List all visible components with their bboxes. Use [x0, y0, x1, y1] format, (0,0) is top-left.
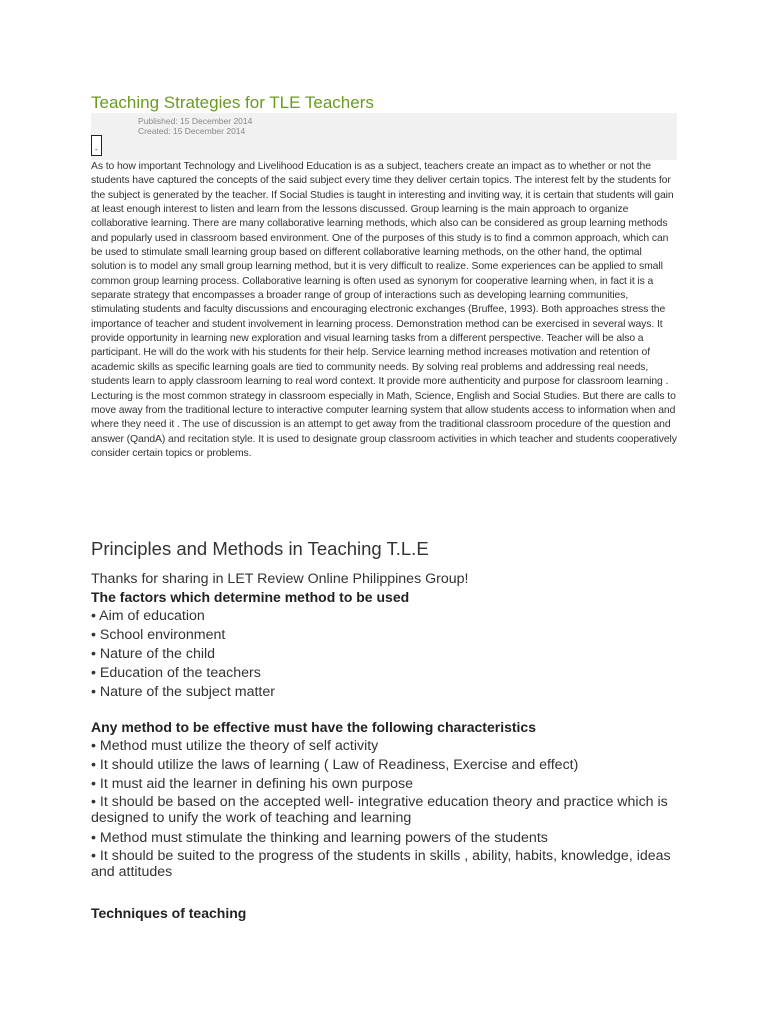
list-item: • Education of the teachers: [91, 665, 261, 682]
factors-heading: The factors which determine method to be used: [91, 589, 410, 605]
list-item: • Method must stimulate the thinking and learning powers of the students: [91, 829, 548, 846]
list-item: • Aim of education: [91, 608, 205, 624]
techniques-heading: Techniques of teaching: [91, 905, 247, 921]
list-item: • It should be suited to the progress of the students in skills , ability, habits, knowledge, ideas and attitudes: [91, 847, 671, 880]
factors-list: [91, 607, 681, 702]
list-item: • It must aid the learner in defining his own purpose: [91, 775, 414, 792]
section-intro: Thanks for sharing in LET Review Online Philippines Group!: [91, 571, 469, 587]
section-heading: Principles and Methods in Teaching T.L.E: [91, 538, 429, 559]
list-item: • Nature of the child: [91, 646, 216, 663]
print-icon[interactable]: [91, 135, 102, 156]
list-item: • It should utilize the laws of learning ( Law of Readiness, Exercise and effect): [91, 756, 579, 773]
article-title: Teaching Strategies for TLE Teachers: [91, 93, 374, 112]
article-body: As to how important Technology and Livelihood Education is as a subject, teachers create an impact as to whether or not the students have captured the concepts of the said subject every time they deliver certain topics. The interest felt by the students for the subject is generated by the teacher. If Social Studies is taught in interesting and inviting way, it is certain that students will gain at least enough interest to listen and learn from the lessons discussed. Group learning is the main approach to organize collaborative learning. There are many collaborative learning methods, which also can be considered as group learning methods and popularly used in classroom based environment. One of the purposes of this study is to find a common approach, which can be used to stimulate small learning group based on different collaborative learning methods, on the other hand, the optimal solution is to model any small group learning method, but it is very difficult to realize. Some experiences can be applied to small common group learning process. Collaborative learning is often used as synonym for cooperative learning when, in fact it is a separate strategy that encompasses a broader range of group of interactions such as developing learning communities, stimulating students and faculty discussions and encouraging electronic exchanges (Bruffee, 1993). Both approaches stress the importance of teacher and student involvement in learning process. Demonstration method can be exercised in several ways. It provide opportunity in learning new exploration and visual learning tasks from a different perspective. Teacher will be also a participant. He will do the work with his students for their help. Service learning method increases motivation and retention of academic skills as specific learning goals are tied to community needs. By solving real problems and addressing real needs, students learn to apply classroom learning to real word context. It provide more authenticity and purpose for classroom learning . Lecturing is the most common strategy in classroom especially in Math, Science, English and Social Studies. But there are calls to move away from the traditional lecture to interactive computer learning system that allow students access to information when and where they need it . The use of discussion is an attempt to get away from the traditional classroom procedure of the question and answer (QandA) and recitation style. It is used to designate group classroom activities in which teacher and students cooperatively consider certain topics or problems.: [91, 161, 677, 459]
print-icon-glyph: -: [95, 145, 98, 154]
characteristics-heading: Any method to be effective must have the following characteristics: [91, 719, 536, 735]
article-meta-bar: [91, 113, 677, 160]
characteristics-list: [91, 737, 681, 883]
list-item: • School environment: [91, 627, 226, 644]
list-item: • Method must utilize the theory of self activity: [91, 738, 379, 754]
list-item: • Nature of the subject matter: [91, 684, 275, 701]
created-date: Created: 15 December 2014: [138, 126, 246, 136]
published-date: Published: 15 December 2014: [138, 116, 253, 126]
list-item: • It should be based on the accepted well- integrative education theory and practice which is designed to unify the work of teaching and learning: [91, 793, 668, 826]
